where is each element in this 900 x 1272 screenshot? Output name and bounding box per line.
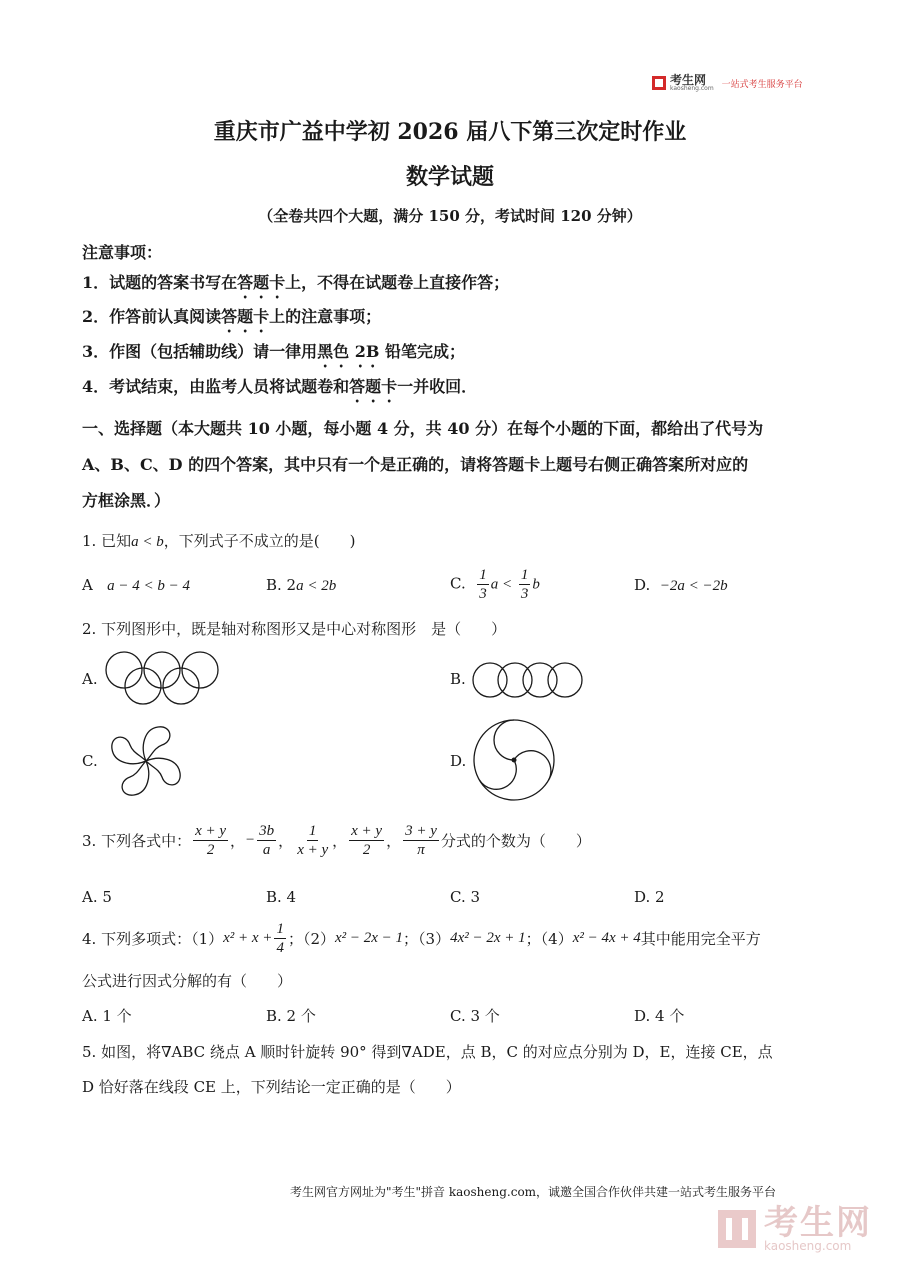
watermark-domain: kaosheng.com (764, 1239, 852, 1253)
q4-option-b: B. 2 个 (266, 1007, 316, 1025)
inner-arc (494, 720, 514, 760)
q3-option-c: C. 3 (450, 888, 481, 906)
exam-info: （全卷共四个大题，满分 150 分，考试时间 120 分钟） (258, 207, 642, 225)
q2-option-d-figure (472, 718, 556, 802)
question-5-line-2: D 恰好落在线段 CE 上，下列结论一定正确的是（ ） (82, 1078, 461, 1096)
ring-circle (182, 652, 218, 688)
page-subtitle: 数学试题 (405, 164, 494, 190)
note-item-4: 4．考试结束，由监考人员将试题卷和答题卡一并收回． (82, 377, 478, 396)
q2-option-a-figure (100, 648, 230, 710)
logo-name: 考生网 (670, 73, 707, 87)
q3-option-d: D. 2 (634, 888, 665, 906)
watermark-name: 考生网 (764, 1203, 872, 1243)
q4-option-c: C. 3 个 (450, 1007, 500, 1025)
inner-arc (479, 760, 516, 789)
question-5: 5. 如图，将∇ABC 绕点 A 顺时针旋转 90° 得到∇ADE，点 B，C 的对应点分别为 D，E，连接 CE，点 (82, 1043, 773, 1061)
q4-option-a: A. 1 个 (82, 1007, 132, 1025)
question-4-line-2: 公式进行因式分解的有（ ） (82, 972, 293, 990)
ring-circle (125, 668, 161, 704)
ring-circle (498, 663, 532, 697)
notes-heading: 注意事项： (82, 243, 163, 262)
q2-option-c-figure (100, 720, 192, 802)
q2-option-d-label: D. (450, 752, 467, 770)
logo-slogan: 一站式考生服务平台 (721, 79, 803, 90)
ring-circle (473, 663, 507, 697)
question-1: 1. 已知a < b，下列式子不成立的是( ) (82, 532, 356, 550)
pinwheel-blade (122, 761, 149, 795)
q2-option-a-label: A. (82, 670, 98, 688)
section-1-line-1: 一、选择题（本大题共 10 小题，每小题 4 分，共 40 分）在每个小题的下面，都给出了代号为 (82, 419, 764, 438)
q1-option-b: B. 2a < 2b (266, 576, 337, 594)
section-1-line-3: 方框涂黑．） (82, 491, 171, 510)
q1-option-a: A a − 4 < b − 4 (82, 576, 191, 594)
q1-option-c: C. $\frac{1}{3}$ a < $\frac{1}{3}$ b (450, 567, 540, 602)
footer-text: 考生网官方网址为"考生"拼音 kaosheng.com，诚邀全国合作伙伴共建一站式考生服务平台 (290, 1185, 777, 1199)
ring-circle (548, 663, 582, 697)
page-title: 重庆市广益中学初 2026 届八下第三次定时作业 (213, 119, 687, 145)
q3-option-a: A. 5 (82, 888, 112, 906)
q2-option-b-figure (470, 660, 585, 700)
section-1-line-2: A、B、C、D 的四个答案，其中只有一个是正确的，请将答题卡上题号右侧正确答案所对应的 (82, 455, 749, 474)
note-item-3: 3．作图（包括辅助线）请一律用黑色 2B 铅笔完成； (82, 342, 465, 361)
question-2: 2. 下列图形中，既是轴对称图形又是中心对称图形 是（ ） (82, 620, 507, 638)
logo-domain: kaosheng.com (670, 85, 714, 92)
pinwheel-blade (146, 758, 180, 785)
q2-option-c-label: C. (82, 752, 98, 770)
q2-option-b-label: B. (450, 670, 466, 688)
pinwheel-blade (112, 737, 146, 764)
center-dot (512, 758, 517, 763)
header-logo (652, 74, 803, 92)
inner-arc (514, 751, 551, 780)
watermark (716, 1203, 872, 1253)
question-4: 4. 下列多项式：（1） x² + x + $\frac{1}{4}$ ；（2） x² − 2x − 1 ；（3） 4x² − 2x + 1 ；（4） x² − 4x + 4 其中能用完全平方 (82, 921, 761, 956)
kaosheng-logo-icon (652, 76, 666, 90)
ring-circle (106, 652, 142, 688)
kaosheng-watermark-icon (716, 1208, 758, 1250)
ring-circle (523, 663, 557, 697)
note-item-2: 2．作答前认真阅读答题卡上的注意事项； (82, 307, 382, 326)
ring-circle (144, 652, 180, 688)
q3-option-b: B. 4 (266, 888, 297, 906)
note-item-1: 1．试题的答案书写在答题卡上，不得在试题卷上直接作答； (82, 273, 510, 292)
pinwheel-blade (143, 727, 170, 761)
ring-circle (163, 668, 199, 704)
q1-option-d: D. −2a < −2b (634, 576, 728, 594)
q4-option-d: D. 4 个 (634, 1007, 685, 1025)
question-3: 3. 下列各式中： $\frac{x + y}{2}$ ， − $\frac{3b}{a}$ ， $\frac{1}{x + y}$ ， $\frac{x + y}{2}$ ， $\frac{3 + y}{\pi}$ 分式的个数为（ ） (82, 823, 591, 858)
